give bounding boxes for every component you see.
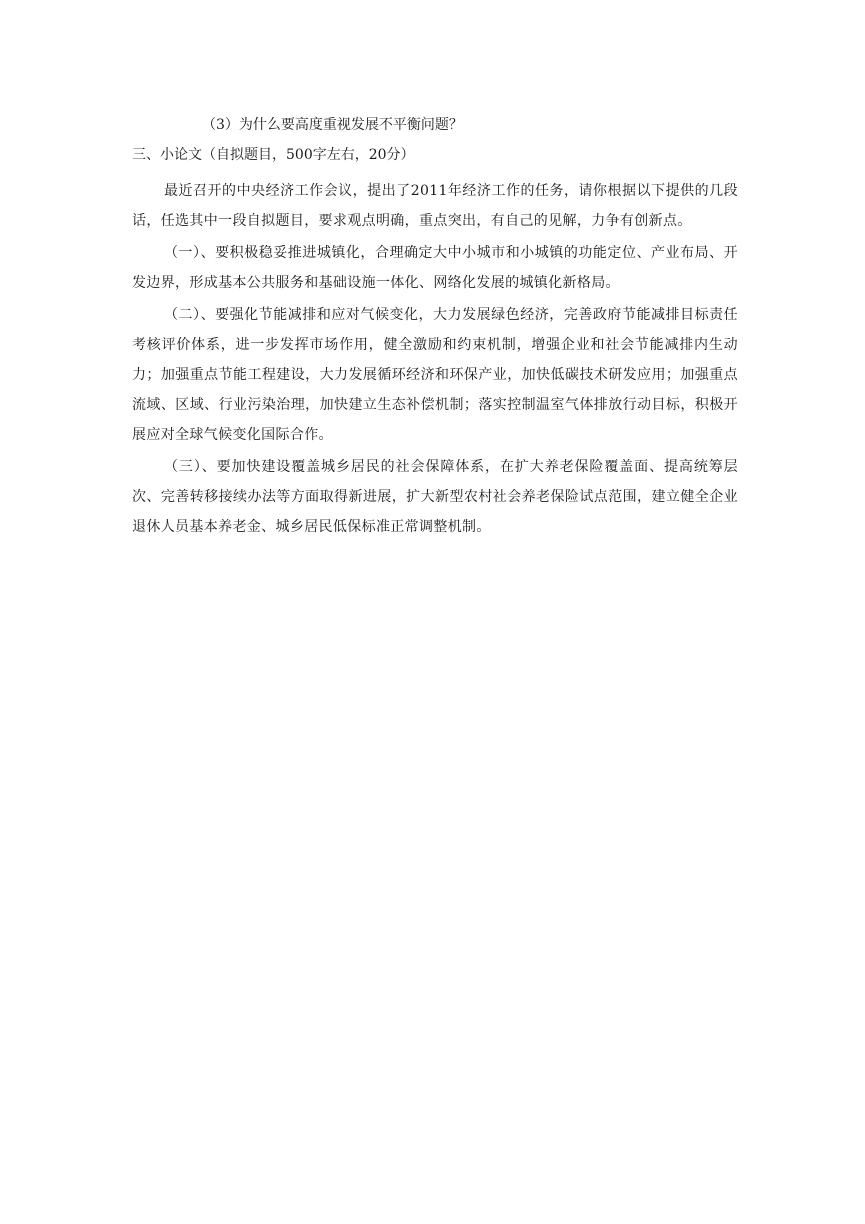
- question-3: （3）为什么要高度重视发展不平衡问题？: [202, 117, 463, 133]
- section-3-heading: 三、小论文（自拟题目，500字左右，20分）: [132, 147, 415, 163]
- essay-intro-paragraph: 最近召开的中央经济工作会议，提出了2011年经济工作的任务，请你根据以下提供的几段话，任选其中一段自拟题目，要求观点明确，重点突出，有自己的见解，力争有创新点。: [132, 183, 738, 229]
- passage-2-paragraph: （二）、要强化节能减排和应对气候变化，大力发展绿色经济，完善政府节能减排目标责任考核评价体系，进一步发挥市场作用，健全激励和约束机制，增强企业和社会节能减排内生动力；加强重点节能工程建设，大力发展循环经济和环保产业，加快低碳技术研发应用；加强重点流域、区域、行业污染治理，加快建立生态补偿机制；落实控制温室气体排放行动目标，积极开展应对全球气候变化国际合作。: [132, 307, 738, 443]
- passage-3-paragraph: （三）、要加快建设覆盖城乡居民的社会保障体系，在扩大养老保险覆盖面、提高统筹层次、完善转移接续办法等方面取得新进展，扩大新型农村社会养老保险试点范围，建立健全企业退休人员基本养老金、城乡居民低保标准正常调整机制。: [132, 459, 738, 535]
- document-body: [132, 110, 738, 542]
- passage-1-paragraph: （一）、要积极稳妥推进城镇化，合理确定大中小城市和小城镇的功能定位、产业布局、开发边界，形成基本公共服务和基础设施一体化、网络化发展的城镇化新格局。: [132, 245, 738, 291]
